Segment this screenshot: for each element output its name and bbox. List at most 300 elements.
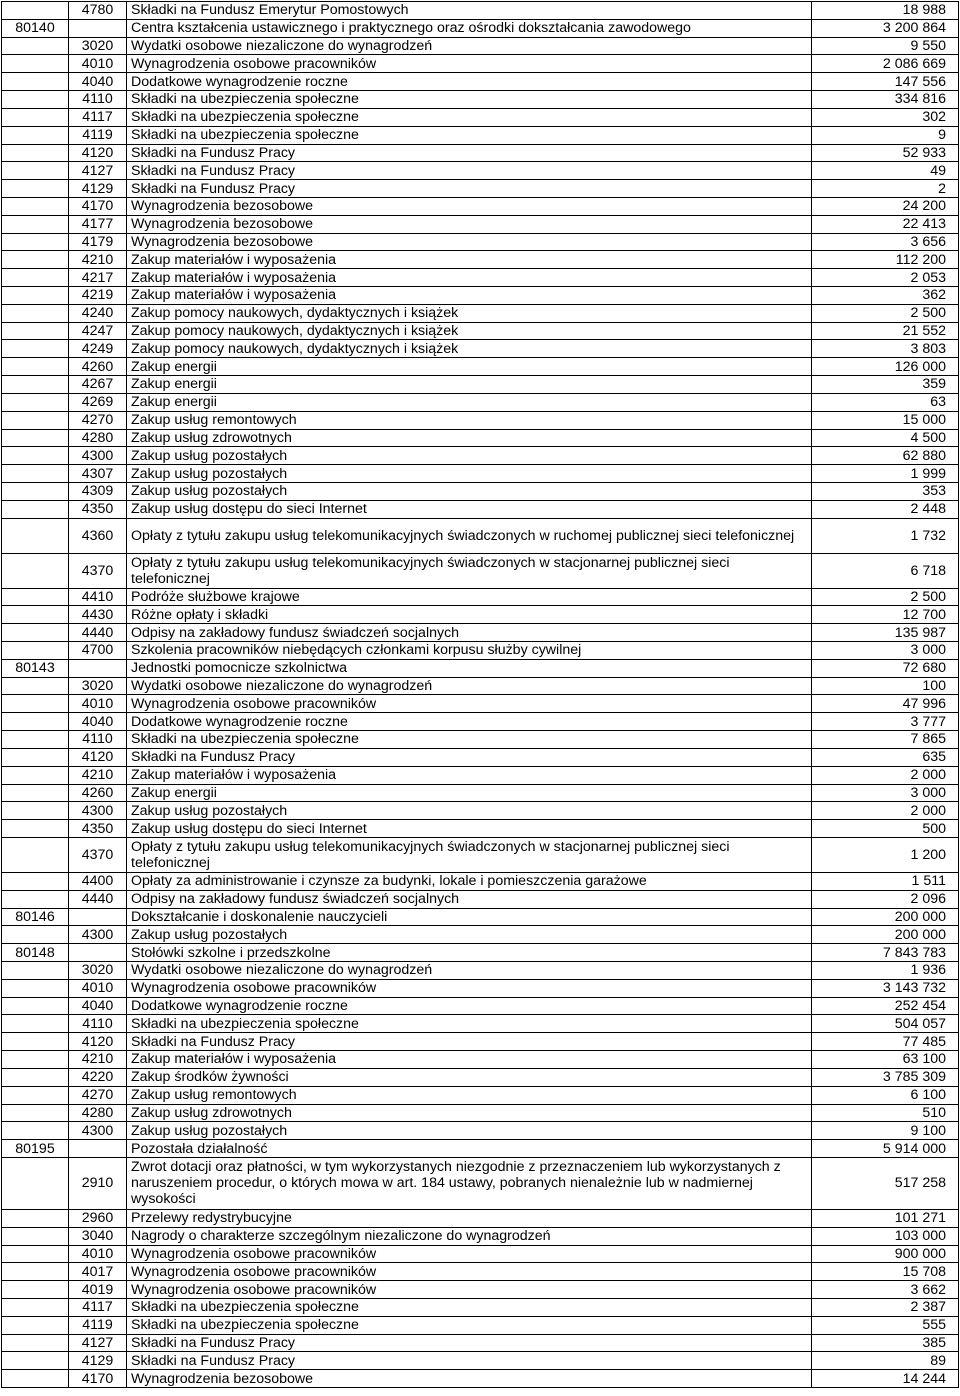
chapter-code-cell [2, 1122, 69, 1140]
amount-cell: 1 999 [812, 465, 959, 483]
paragraph-code-cell: 4350 [69, 820, 127, 838]
table-row [2, 393, 959, 411]
table-row [2, 37, 959, 55]
description-cell: Zakup pomocy naukowych, dydaktycznych i książek [127, 340, 812, 358]
chapter-code-cell [2, 482, 69, 500]
amount-cell: 3 777 [812, 713, 959, 731]
chapter-code-cell [2, 997, 69, 1015]
amount-cell: 112 200 [812, 251, 959, 269]
paragraph-code-cell: 4300 [69, 926, 127, 944]
description-cell: Składki na Fundusz Pracy [127, 162, 812, 180]
amount-cell: 2 500 [812, 304, 959, 322]
amount-cell: 252 454 [812, 997, 959, 1015]
chapter-code-cell [2, 1209, 69, 1227]
paragraph-code-cell: 4360 [69, 518, 127, 553]
amount-cell: 353 [812, 482, 959, 500]
chapter-code-cell [2, 926, 69, 944]
table-row [2, 233, 959, 251]
amount-cell: 510 [812, 1104, 959, 1122]
paragraph-code-cell: 4119 [69, 126, 127, 144]
description-cell: Wydatki osobowe niezaliczone do wynagrodzeń [127, 677, 812, 695]
paragraph-code-cell: 4260 [69, 358, 127, 376]
amount-cell: 504 057 [812, 1015, 959, 1033]
paragraph-code-cell: 4370 [69, 553, 127, 588]
table-row [2, 376, 959, 394]
amount-cell: 5 914 000 [812, 1140, 959, 1158]
table-row [2, 553, 959, 588]
amount-cell: 2 000 [812, 802, 959, 820]
amount-cell: 2 448 [812, 500, 959, 518]
table-row [2, 1370, 959, 1388]
table-row [2, 162, 959, 180]
amount-cell: 21 552 [812, 322, 959, 340]
chapter-row [2, 908, 959, 926]
paragraph-code-cell: 4220 [69, 1068, 127, 1086]
chapter-code-cell [2, 1299, 69, 1317]
description-cell: Zakup energii [127, 393, 812, 411]
paragraph-code-cell [69, 1140, 127, 1158]
chapter-code-cell [2, 447, 69, 465]
table-row [2, 588, 959, 606]
description-cell: Dokształcanie i doskonalenie nauczycieli [127, 908, 812, 926]
paragraph-code-cell: 4129 [69, 1352, 127, 1370]
chapter-row [2, 944, 959, 962]
chapter-code-cell [2, 1051, 69, 1069]
amount-cell: 135 987 [812, 624, 959, 642]
description-cell: Wynagrodzenia osobowe pracowników [127, 695, 812, 713]
paragraph-code-cell: 4219 [69, 287, 127, 305]
description-cell: Składki na ubezpieczenia społeczne [127, 108, 812, 126]
description-cell: Wynagrodzenia osobowe pracowników [127, 1245, 812, 1263]
paragraph-code-cell: 4127 [69, 162, 127, 180]
amount-cell: 2 [812, 180, 959, 198]
description-cell: Zwrot dotacji oraz płatności, w tym wykorzystanych niezgodnie z przeznaczeniem lub wykorzystanych z naruszeniem procedur, o których mowa w art. 184 ustawy, pobranych nienależnie lub w nadmiernej wysokości [127, 1157, 812, 1209]
amount-cell: 89 [812, 1352, 959, 1370]
description-cell: Jednostki pomocnicze szkolnictwa [127, 659, 812, 677]
chapter-code-cell [2, 1086, 69, 1104]
chapter-row [2, 1140, 959, 1158]
paragraph-code-cell: 4370 [69, 837, 127, 872]
chapter-code-cell [2, 376, 69, 394]
paragraph-code-cell: 4267 [69, 376, 127, 394]
description-cell: Zakup usług zdrowotnych [127, 1104, 812, 1122]
paragraph-code-cell: 4210 [69, 251, 127, 269]
chapter-code-cell [2, 624, 69, 642]
amount-cell: 6 718 [812, 553, 959, 588]
chapter-code-cell [2, 500, 69, 518]
table-row [2, 322, 959, 340]
chapter-code-cell [2, 358, 69, 376]
description-cell: Składki na Fundusz Pracy [127, 748, 812, 766]
description-cell: Zakup usług zdrowotnych [127, 429, 812, 447]
table-row [2, 1122, 959, 1140]
chapter-code-cell: 80148 [2, 944, 69, 962]
amount-cell: 3 200 864 [812, 19, 959, 37]
table-row [2, 997, 959, 1015]
paragraph-code-cell: 4217 [69, 269, 127, 287]
table-row [2, 1227, 959, 1245]
paragraph-code-cell: 4110 [69, 731, 127, 749]
description-cell: Odpisy na zakładowy fundusz świadczeń socjalnych [127, 890, 812, 908]
amount-cell: 2 387 [812, 1299, 959, 1317]
amount-cell: 77 485 [812, 1033, 959, 1051]
chapter-code-cell [2, 695, 69, 713]
description-cell: Zakup usług pozostałych [127, 465, 812, 483]
paragraph-code-cell: 3020 [69, 37, 127, 55]
description-cell: Zakup usług remontowych [127, 411, 812, 429]
paragraph-code-cell: 4280 [69, 1104, 127, 1122]
table-row [2, 73, 959, 91]
chapter-code-cell [2, 1227, 69, 1245]
amount-cell: 63 100 [812, 1051, 959, 1069]
description-cell: Zakup środków żywności [127, 1068, 812, 1086]
description-cell: Przelewy redystrybucyjne [127, 1209, 812, 1227]
paragraph-code-cell: 4019 [69, 1281, 127, 1299]
budget-table [1, 1, 959, 1388]
chapter-code-cell [2, 766, 69, 784]
chapter-code-cell [2, 588, 69, 606]
description-cell: Pozostała działalność [127, 1140, 812, 1158]
description-cell: Dodatkowe wynagrodzenie roczne [127, 713, 812, 731]
table-row [2, 731, 959, 749]
paragraph-code-cell: 4400 [69, 872, 127, 890]
description-cell: Wynagrodzenia osobowe pracowników [127, 1263, 812, 1281]
table-row [2, 979, 959, 997]
amount-cell: 517 258 [812, 1157, 959, 1209]
chapter-code-cell [2, 411, 69, 429]
chapter-code-cell [2, 251, 69, 269]
table-row [2, 180, 959, 198]
amount-cell: 2 000 [812, 766, 959, 784]
chapter-code-cell [2, 162, 69, 180]
description-cell: Zakup energii [127, 358, 812, 376]
amount-cell: 12 700 [812, 606, 959, 624]
description-cell: Wynagrodzenia osobowe pracowników [127, 979, 812, 997]
amount-cell: 147 556 [812, 73, 959, 91]
table-row [2, 251, 959, 269]
description-cell: Wynagrodzenia bezosobowe [127, 197, 812, 215]
description-cell: Składki na ubezpieczenia społeczne [127, 731, 812, 749]
description-cell: Zakup usług pozostałych [127, 802, 812, 820]
description-cell: Zakup usług dostępu do sieci Internet [127, 500, 812, 518]
chapter-code-cell [2, 872, 69, 890]
table-row [2, 126, 959, 144]
description-cell: Składki na Fundusz Emerytur Pomostowych [127, 2, 812, 20]
description-cell: Podróże służbowe krajowe [127, 588, 812, 606]
paragraph-code-cell: 4120 [69, 748, 127, 766]
table-row [2, 269, 959, 287]
chapter-code-cell [2, 1316, 69, 1334]
amount-cell: 555 [812, 1316, 959, 1334]
description-cell: Składki na Fundusz Pracy [127, 1352, 812, 1370]
amount-cell: 635 [812, 748, 959, 766]
chapter-code-cell [2, 1334, 69, 1352]
chapter-code-cell [2, 1370, 69, 1388]
paragraph-code-cell: 4179 [69, 233, 127, 251]
chapter-code-cell: 80195 [2, 1140, 69, 1158]
amount-cell: 9 100 [812, 1122, 959, 1140]
amount-cell: 1 732 [812, 518, 959, 553]
amount-cell: 500 [812, 820, 959, 838]
chapter-code-cell [2, 340, 69, 358]
table-row [2, 1334, 959, 1352]
description-cell: Dodatkowe wynagrodzenie roczne [127, 997, 812, 1015]
paragraph-code-cell: 4270 [69, 1086, 127, 1104]
chapter-code-cell [2, 73, 69, 91]
chapter-code-cell [2, 802, 69, 820]
amount-cell: 7 843 783 [812, 944, 959, 962]
paragraph-code-cell: 4300 [69, 1122, 127, 1140]
paragraph-code-cell: 4010 [69, 695, 127, 713]
paragraph-code-cell: 4110 [69, 1015, 127, 1033]
paragraph-code-cell: 4017 [69, 1263, 127, 1281]
chapter-code-cell [2, 837, 69, 872]
paragraph-code-cell [69, 659, 127, 677]
description-cell: Zakup energii [127, 784, 812, 802]
table-row [2, 624, 959, 642]
chapter-code-cell [2, 518, 69, 553]
paragraph-code-cell: 4117 [69, 1299, 127, 1317]
chapter-code-cell [2, 1068, 69, 1086]
budget-table-body [2, 2, 959, 1388]
table-row [2, 411, 959, 429]
table-row [2, 837, 959, 872]
amount-cell: 2 096 [812, 890, 959, 908]
paragraph-code-cell: 4270 [69, 411, 127, 429]
description-cell: Składki na ubezpieczenia społeczne [127, 1316, 812, 1334]
paragraph-code-cell: 4040 [69, 997, 127, 1015]
chapter-code-cell [2, 890, 69, 908]
description-cell: Składki na ubezpieczenia społeczne [127, 1015, 812, 1033]
chapter-code-cell [2, 37, 69, 55]
table-row [2, 215, 959, 233]
amount-cell: 1 936 [812, 962, 959, 980]
amount-cell: 62 880 [812, 447, 959, 465]
description-cell: Zakup usług remontowych [127, 1086, 812, 1104]
chapter-code-cell [2, 731, 69, 749]
paragraph-code-cell: 4440 [69, 890, 127, 908]
description-cell: Składki na Fundusz Pracy [127, 1033, 812, 1051]
chapter-code-cell [2, 215, 69, 233]
amount-cell: 302 [812, 108, 959, 126]
chapter-code-cell: 80140 [2, 19, 69, 37]
paragraph-code-cell: 4240 [69, 304, 127, 322]
description-cell: Zakup usług pozostałych [127, 1122, 812, 1140]
paragraph-code-cell: 4010 [69, 1245, 127, 1263]
paragraph-code-cell: 2960 [69, 1209, 127, 1227]
description-cell: Zakup materiałów i wyposażenia [127, 287, 812, 305]
chapter-code-cell [2, 1281, 69, 1299]
paragraph-code-cell: 4010 [69, 979, 127, 997]
description-cell: Zakup energii [127, 376, 812, 394]
table-row [2, 197, 959, 215]
amount-cell: 24 200 [812, 197, 959, 215]
table-row [2, 1245, 959, 1263]
paragraph-code-cell: 4210 [69, 1051, 127, 1069]
table-row [2, 482, 959, 500]
table-row [2, 358, 959, 376]
amount-cell: 4 500 [812, 429, 959, 447]
chapter-code-cell [2, 784, 69, 802]
table-row [2, 713, 959, 731]
description-cell: Zakup usług pozostałych [127, 482, 812, 500]
chapter-code-cell [2, 979, 69, 997]
amount-cell: 359 [812, 376, 959, 394]
paragraph-code-cell: 4177 [69, 215, 127, 233]
paragraph-code-cell: 4307 [69, 465, 127, 483]
table-row [2, 2, 959, 20]
table-row [2, 872, 959, 890]
paragraph-code-cell: 4280 [69, 429, 127, 447]
description-cell: Zakup usług dostępu do sieci Internet [127, 820, 812, 838]
paragraph-code-cell: 2910 [69, 1157, 127, 1209]
table-row [2, 784, 959, 802]
chapter-code-cell [2, 553, 69, 588]
chapter-code-cell [2, 144, 69, 162]
table-row [2, 1068, 959, 1086]
amount-cell: 49 [812, 162, 959, 180]
amount-cell: 3 000 [812, 642, 959, 660]
paragraph-code-cell: 4249 [69, 340, 127, 358]
description-cell: Składki na Fundusz Pracy [127, 1334, 812, 1352]
paragraph-code-cell: 4350 [69, 500, 127, 518]
description-cell: Odpisy na zakładowy fundusz świadczeń socjalnych [127, 624, 812, 642]
description-cell: Centra kształcenia ustawicznego i praktycznego oraz ośrodki dokształcania zawodowego [127, 19, 812, 37]
amount-cell: 47 996 [812, 695, 959, 713]
description-cell: Zakup pomocy naukowych, dydaktycznych i książek [127, 322, 812, 340]
paragraph-code-cell: 4040 [69, 73, 127, 91]
paragraph-code-cell: 4010 [69, 55, 127, 73]
paragraph-code-cell: 4247 [69, 322, 127, 340]
amount-cell: 200 000 [812, 926, 959, 944]
amount-cell: 9 [812, 126, 959, 144]
chapter-code-cell [2, 713, 69, 731]
description-cell: Zakup usług pozostałych [127, 926, 812, 944]
description-cell: Składki na ubezpieczenia społeczne [127, 91, 812, 109]
amount-cell: 14 244 [812, 1370, 959, 1388]
amount-cell: 200 000 [812, 908, 959, 926]
paragraph-code-cell: 4129 [69, 180, 127, 198]
amount-cell: 900 000 [812, 1245, 959, 1263]
paragraph-code-cell: 4110 [69, 91, 127, 109]
amount-cell: 9 550 [812, 37, 959, 55]
chapter-row [2, 659, 959, 677]
table-row [2, 1263, 959, 1281]
paragraph-code-cell: 3040 [69, 1227, 127, 1245]
chapter-row [2, 19, 959, 37]
amount-cell: 101 271 [812, 1209, 959, 1227]
paragraph-code-cell: 3020 [69, 962, 127, 980]
description-cell: Opłaty z tytułu zakupu usług telekomunikacyjnych świadczonych w stacjonarnej publicznej sieci telefonicznej [127, 837, 812, 872]
paragraph-code-cell: 4170 [69, 1370, 127, 1388]
table-row [2, 642, 959, 660]
chapter-code-cell [2, 642, 69, 660]
description-cell: Różne opłaty i składki [127, 606, 812, 624]
paragraph-code-cell: 4780 [69, 2, 127, 20]
table-row [2, 287, 959, 305]
chapter-code-cell [2, 1245, 69, 1263]
paragraph-code-cell: 3020 [69, 677, 127, 695]
amount-cell: 18 988 [812, 2, 959, 20]
table-row [2, 695, 959, 713]
description-cell: Opłaty za administrowanie i czynsze za budynki, lokale i pomieszczenia garażowe [127, 872, 812, 890]
chapter-code-cell: 80143 [2, 659, 69, 677]
chapter-code-cell [2, 1033, 69, 1051]
amount-cell: 126 000 [812, 358, 959, 376]
chapter-code-cell [2, 233, 69, 251]
table-row [2, 447, 959, 465]
description-cell: Składki na Fundusz Pracy [127, 180, 812, 198]
paragraph-code-cell: 4119 [69, 1316, 127, 1334]
chapter-code-cell [2, 677, 69, 695]
table-row [2, 1104, 959, 1122]
description-cell: Zakup pomocy naukowych, dydaktycznych i książek [127, 304, 812, 322]
paragraph-code-cell [69, 908, 127, 926]
description-cell: Zakup materiałów i wyposażenia [127, 766, 812, 784]
table-row [2, 1051, 959, 1069]
table-row [2, 429, 959, 447]
table-row [2, 500, 959, 518]
table-row [2, 748, 959, 766]
table-row [2, 820, 959, 838]
amount-cell: 22 413 [812, 215, 959, 233]
paragraph-code-cell: 4300 [69, 447, 127, 465]
chapter-code-cell [2, 1352, 69, 1370]
amount-cell: 52 933 [812, 144, 959, 162]
chapter-code-cell: 80146 [2, 908, 69, 926]
paragraph-code-cell: 4700 [69, 642, 127, 660]
table-row [2, 1299, 959, 1317]
description-cell: Zakup usług pozostałych [127, 447, 812, 465]
amount-cell: 103 000 [812, 1227, 959, 1245]
chapter-code-cell [2, 55, 69, 73]
table-row [2, 1033, 959, 1051]
paragraph-code-cell: 4300 [69, 802, 127, 820]
amount-cell: 2 086 669 [812, 55, 959, 73]
table-row [2, 802, 959, 820]
paragraph-code-cell: 4120 [69, 144, 127, 162]
description-cell: Stołówki szkolne i przedszkolne [127, 944, 812, 962]
amount-cell: 7 865 [812, 731, 959, 749]
chapter-code-cell [2, 108, 69, 126]
chapter-code-cell [2, 322, 69, 340]
chapter-code-cell [2, 429, 69, 447]
chapter-code-cell [2, 1263, 69, 1281]
description-cell: Składki na ubezpieczenia społeczne [127, 126, 812, 144]
paragraph-code-cell: 4430 [69, 606, 127, 624]
paragraph-code-cell: 4127 [69, 1334, 127, 1352]
table-row [2, 108, 959, 126]
amount-cell: 3 785 309 [812, 1068, 959, 1086]
chapter-code-cell [2, 304, 69, 322]
table-row [2, 340, 959, 358]
paragraph-code-cell: 4269 [69, 393, 127, 411]
description-cell: Wynagrodzenia bezosobowe [127, 1370, 812, 1388]
paragraph-code-cell: 4309 [69, 482, 127, 500]
description-cell: Zakup materiałów i wyposażenia [127, 269, 812, 287]
amount-cell: 100 [812, 677, 959, 695]
description-cell: Zakup materiałów i wyposażenia [127, 251, 812, 269]
chapter-code-cell [2, 2, 69, 20]
table-row [2, 1209, 959, 1227]
table-row [2, 55, 959, 73]
amount-cell: 3 656 [812, 233, 959, 251]
description-cell: Wynagrodzenia osobowe pracowników [127, 1281, 812, 1299]
table-row [2, 304, 959, 322]
table-row [2, 962, 959, 980]
description-cell: Wynagrodzenia bezosobowe [127, 215, 812, 233]
amount-cell: 385 [812, 1334, 959, 1352]
